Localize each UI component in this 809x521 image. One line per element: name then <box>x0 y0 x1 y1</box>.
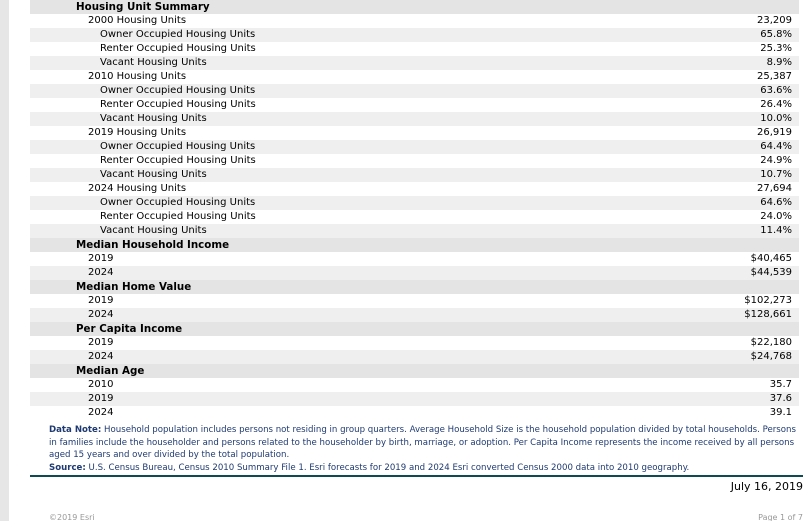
source-text: U.S. Census Bureau, Census 2010 Summary File 1. Esri forecasts for 2019 and 2024 Esri converted Census 2000 data into 2010 geography. <box>88 463 690 473</box>
data-note <box>49 424 801 462</box>
section-title: Median Household Income <box>76 239 230 251</box>
row-label: Renter Occupied Housing Units <box>100 211 256 222</box>
table-row <box>30 308 799 322</box>
section-header <box>30 280 799 294</box>
row-value: 35.7 <box>769 379 792 390</box>
copyright-text: ©2019 Esri <box>49 513 95 521</box>
section-title: Median Home Value <box>76 281 192 293</box>
table-row <box>30 56 799 70</box>
table-row <box>30 84 799 98</box>
row-label: 2019 Housing Units <box>88 127 187 138</box>
row-value: $40,465 <box>750 253 792 264</box>
page-number: Page 1 of 7 <box>758 513 803 521</box>
row-label: 2024 <box>88 407 114 418</box>
row-label: Renter Occupied Housing Units <box>100 43 256 54</box>
row-label: 2024 <box>88 309 114 320</box>
left-margin-bar <box>0 0 9 521</box>
row-label: Owner Occupied Housing Units <box>100 141 256 152</box>
table-row <box>30 224 799 238</box>
row-label: 2019 <box>88 393 114 404</box>
row-label: 2010 <box>88 379 114 390</box>
row-label: Owner Occupied Housing Units <box>100 197 256 208</box>
row-label: Owner Occupied Housing Units <box>100 29 256 40</box>
footer-divider <box>30 475 803 477</box>
report-date: July 16, 2019 <box>730 480 803 493</box>
row-value: 37.6 <box>769 393 792 404</box>
row-value: 39.1 <box>769 407 792 418</box>
row-label: 2010 Housing Units <box>88 71 187 82</box>
row-value: 10.0% <box>760 113 792 124</box>
row-label: Renter Occupied Housing Units <box>100 155 256 166</box>
row-value: $44,539 <box>750 267 792 278</box>
row-label: Vacant Housing Units <box>100 113 207 124</box>
row-value: 27,694 <box>757 183 792 194</box>
row-value: 24.0% <box>760 211 792 222</box>
table-row <box>30 28 799 42</box>
table-row <box>30 392 799 406</box>
row-value: $128,661 <box>744 309 792 320</box>
row-value: 8.9% <box>766 57 792 68</box>
row-value: 25,387 <box>757 71 792 82</box>
row-label: Vacant Housing Units <box>100 57 207 68</box>
table-row <box>30 14 799 28</box>
row-value: $22,180 <box>750 337 792 348</box>
row-value: $24,768 <box>750 351 792 362</box>
row-value: 24.9% <box>760 155 792 166</box>
housing-data-table <box>30 0 799 420</box>
row-value: 26,919 <box>757 127 792 138</box>
row-label: 2024 <box>88 267 114 278</box>
row-value: 64.6% <box>760 197 792 208</box>
table-row <box>30 196 799 210</box>
row-label: 2024 <box>88 351 114 362</box>
table-row <box>30 182 799 196</box>
table-row <box>30 140 799 154</box>
table-row <box>30 112 799 126</box>
data-note-label: Data Note: <box>49 425 102 435</box>
table-row <box>30 70 799 84</box>
row-value: 26.4% <box>760 99 792 110</box>
table-row <box>30 336 799 350</box>
section-header <box>30 322 799 336</box>
row-value: $102,273 <box>744 295 792 306</box>
row-value: 64.4% <box>760 141 792 152</box>
section-title: Median Age <box>76 365 145 377</box>
table-row <box>30 378 799 392</box>
row-value: 25.3% <box>760 43 792 54</box>
row-label: 2000 Housing Units <box>88 15 187 26</box>
table-row <box>30 294 799 308</box>
row-label: 2019 <box>88 253 114 264</box>
row-label: Renter Occupied Housing Units <box>100 99 256 110</box>
row-value: 63.6% <box>760 85 792 96</box>
row-label: Owner Occupied Housing Units <box>100 85 256 96</box>
table-row <box>30 168 799 182</box>
table-row <box>30 126 799 140</box>
row-value: 23,209 <box>757 15 792 26</box>
section-header <box>30 0 799 14</box>
row-label: 2019 <box>88 295 114 306</box>
table-row <box>30 252 799 266</box>
section-title: Housing Unit Summary <box>76 1 210 13</box>
source-label: Source: <box>49 463 86 473</box>
source-note <box>49 462 801 474</box>
table-row <box>30 406 799 420</box>
table-row <box>30 350 799 364</box>
table-row <box>30 154 799 168</box>
row-label: 2019 <box>88 337 114 348</box>
data-note-text: Household population includes persons not residing in group quarters. Average Household Size is the household population divided by total households. Persons in families include the householder and persons related to the householder by birth, marriage, or adoption. Per Capita Income represents the income received by all persons aged 15 years and over divided by the total population. <box>49 425 796 460</box>
row-value: 11.4% <box>760 225 792 236</box>
table-row <box>30 42 799 56</box>
row-label: Vacant Housing Units <box>100 225 207 236</box>
section-title: Per Capita Income <box>76 323 183 335</box>
table-row <box>30 266 799 280</box>
row-value: 65.8% <box>760 29 792 40</box>
row-label: 2024 Housing Units <box>88 183 187 194</box>
row-label: Vacant Housing Units <box>100 169 207 180</box>
row-value: 10.7% <box>760 169 792 180</box>
section-header <box>30 364 799 378</box>
table-row <box>30 98 799 112</box>
table-row <box>30 210 799 224</box>
section-header <box>30 238 799 252</box>
